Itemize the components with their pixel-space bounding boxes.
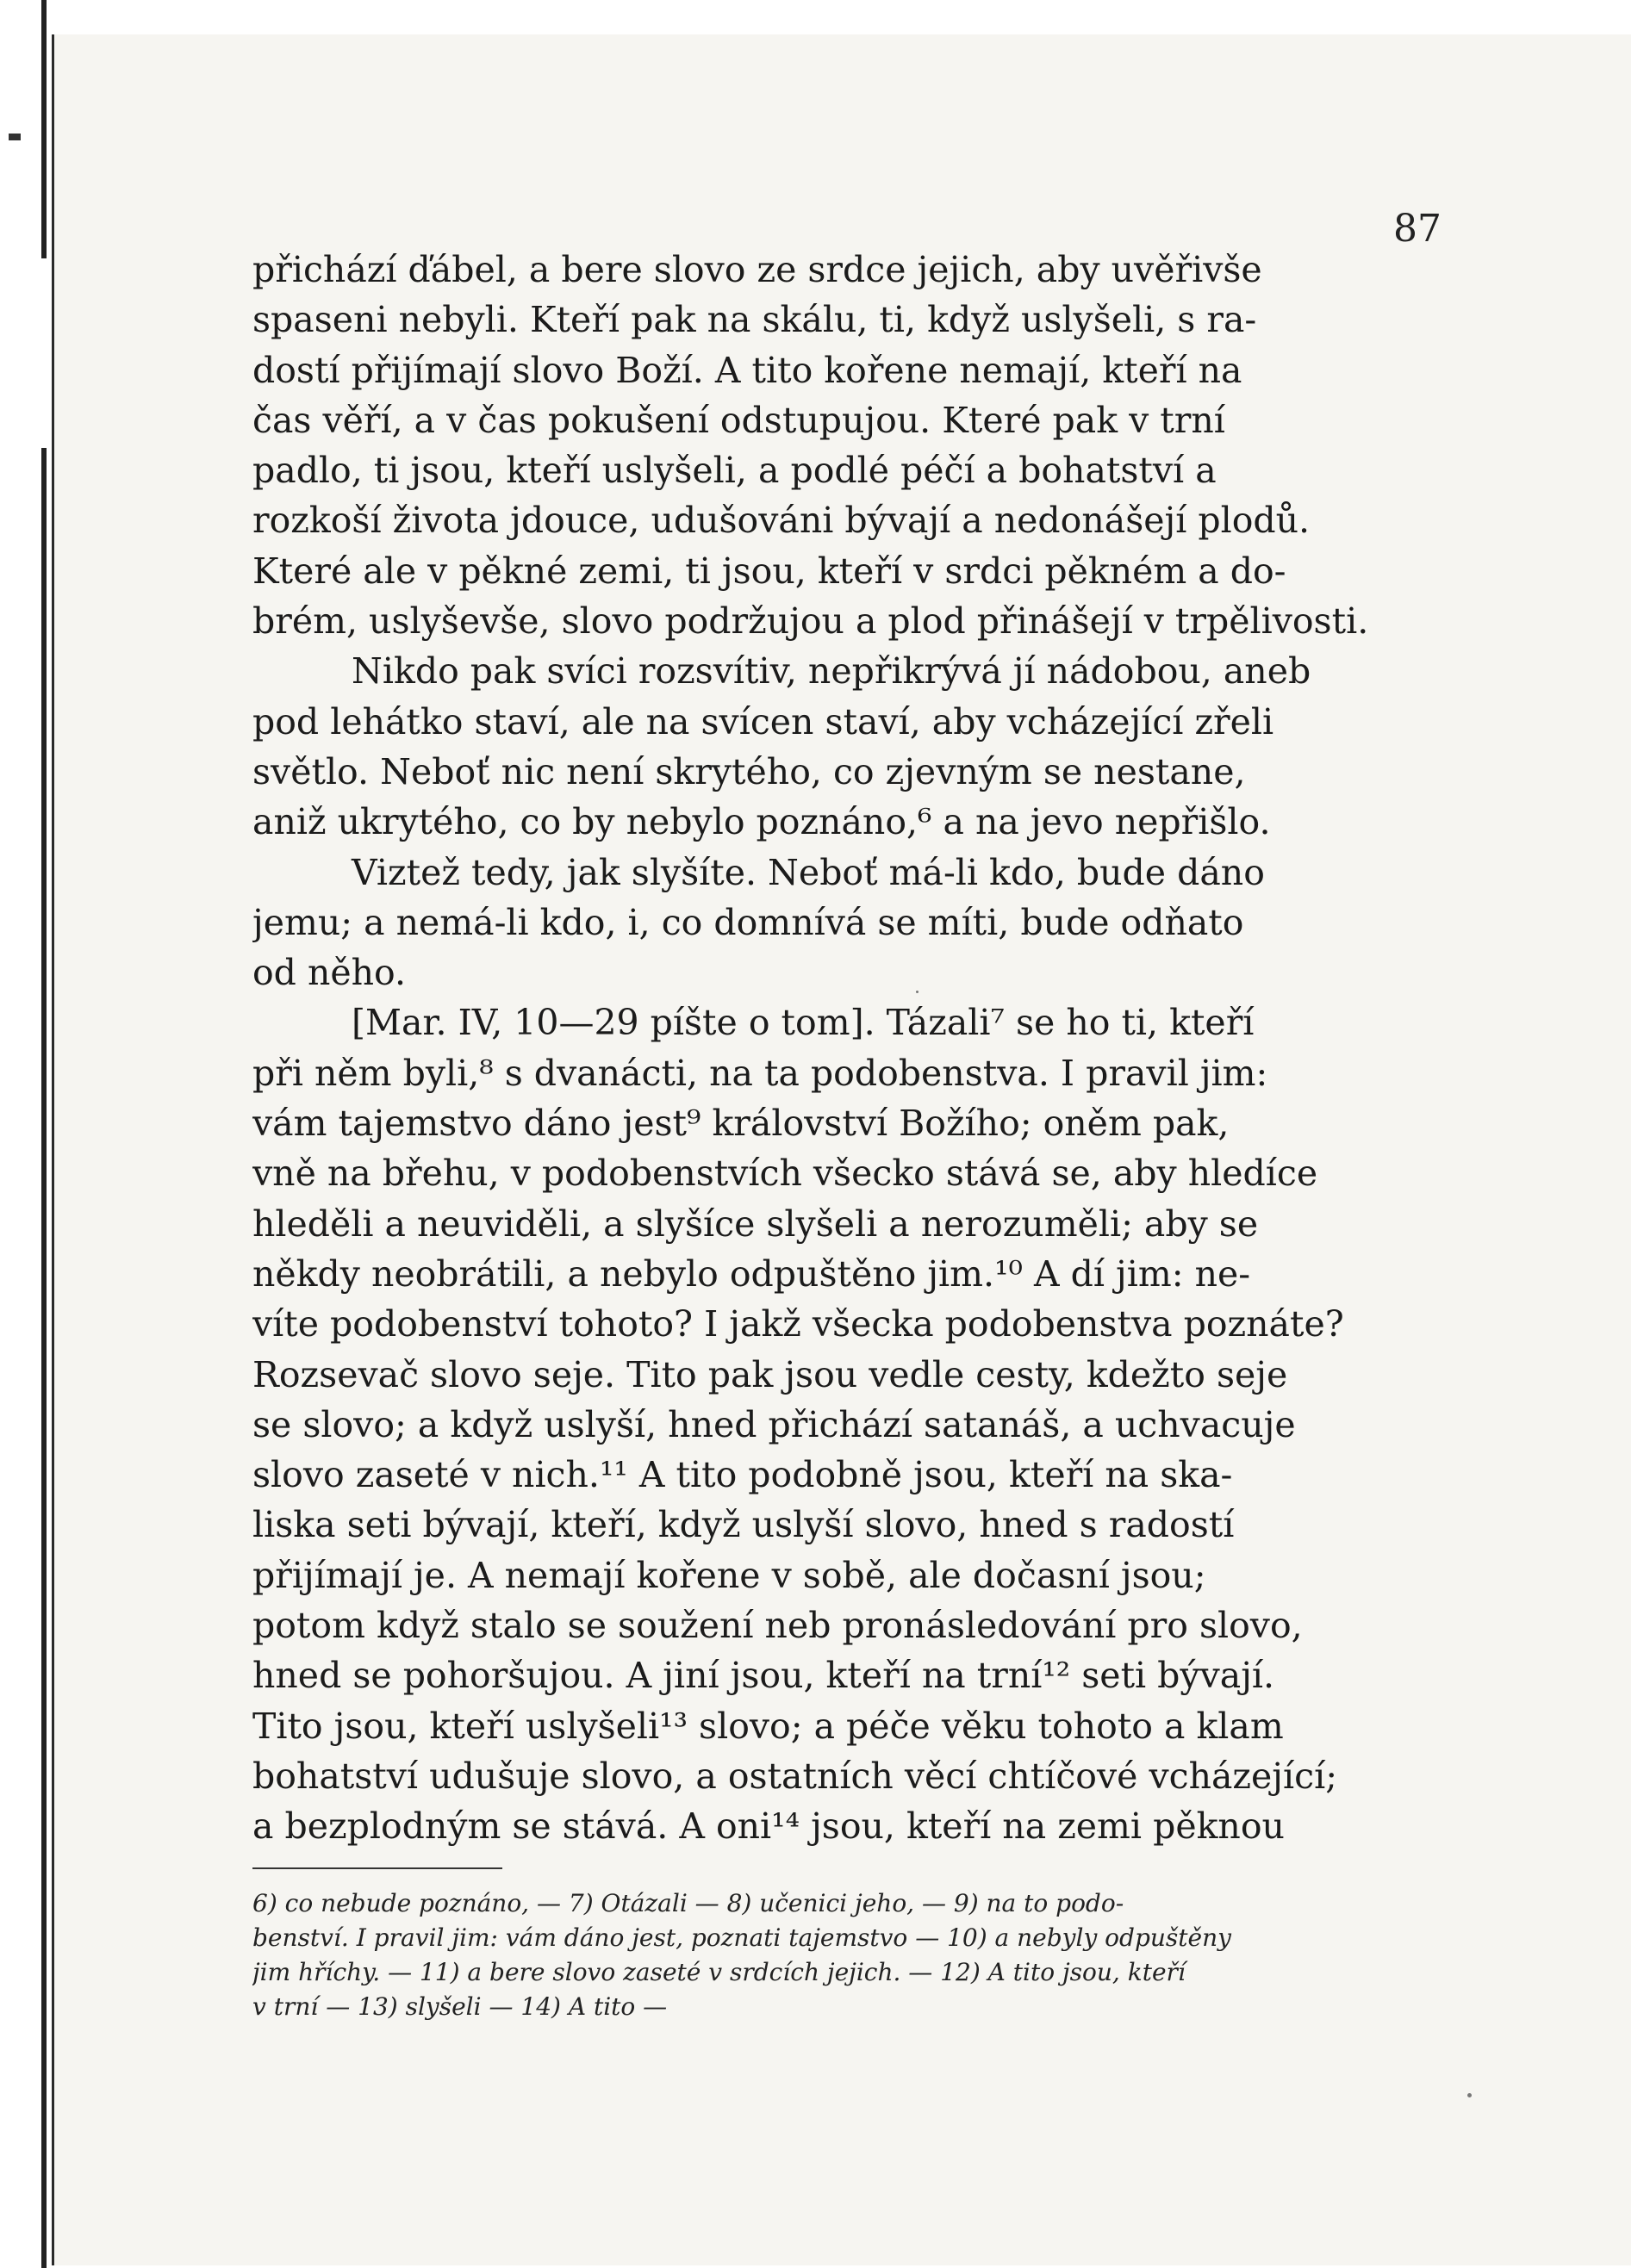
- text-line: bohatství udušuje slovo, a ostatních věcí chtíčové vcházející;: [252, 1755, 1338, 1797]
- book-page: [52, 34, 1631, 2265]
- footnotes: [252, 1886, 1459, 2024]
- gutter-mark: [9, 134, 21, 140]
- text-line: hned se pohoršujou. A jiní jsou, kteří na trní¹² seti bývají.: [252, 1655, 1275, 1697]
- text-line: od něho.: [252, 952, 407, 994]
- footnote-line: v trní — 13) slyšeli — 14) A tito —: [252, 1992, 668, 2021]
- text-line: světlo. Neboť nic není skrytého, co zjevným se nestane,: [252, 750, 1246, 792]
- text-line: někdy neobrátili, a nebylo odpuštěno jim.¹⁰ A dí jim: ne-: [252, 1252, 1251, 1295]
- text-line: spaseni nebyli. Kteří pak na skálu, ti, když uslyšeli, s ra-: [252, 299, 1257, 341]
- gutter-rule: [41, 0, 47, 258]
- text-line: a bezplodným se stává. A oni¹⁴ jsou, kteří na zemi pěknou: [252, 1805, 1285, 1848]
- footnote-separator: [252, 1867, 502, 1869]
- text-line: slovo zaseté v nich.¹¹ A tito podobně jsou, kteří na ska-: [252, 1454, 1233, 1496]
- text-line: přichází ďábel, a bere slovo ze srdce jejich, aby uvěřivše: [252, 249, 1262, 290]
- text-line: rozkoší života jdouce, udušováni bývají a nedonášejí plodů.: [252, 500, 1311, 542]
- text-line: vně na břehu, v podobenstvích všecko stává se, aby hledíce: [252, 1153, 1318, 1195]
- text-line: hleděli a neuviděli, a slyšíce slyšeli a nerozuměli; aby se: [252, 1202, 1259, 1245]
- text-line: Tito jsou, kteří uslyšeli¹³ slovo; a péče věku tohoto a klam: [252, 1705, 1284, 1747]
- text-line: Které ale v pěkné zemi, ti jsou, kteří v srdci pěkném a do-: [252, 550, 1286, 592]
- footnote-line: benství. I pravil jim: vám dáno jest, poznati tajemstvo — 10) a nebyly odpuštěny: [252, 1923, 1231, 1952]
- text-line: brém, uslyševše, slovo podržujou a plod přinášejí v trpělivosti.: [252, 600, 1369, 643]
- footnote-line: jim hříchy. — 11) a bere slovo zaseté v srdcích jejich. — 12) A tito jsou, kteří: [252, 1958, 1186, 1986]
- text-line: Viztež tedy, jak slyšíte. Neboť má-li kdo, bude dáno: [352, 851, 1265, 893]
- text-line: pod lehátko staví, ale na svícen staví, aby vcházející zřeli: [252, 700, 1274, 743]
- text-line: liska seti bývají, kteří, když uslyší slovo, hned s radostí: [252, 1504, 1235, 1546]
- text-line: Nikdo pak svíci rozsvítiv, nepřikrývá jí nádobou, aneb: [352, 650, 1311, 693]
- text-line: potom když stalo se soužení neb pronásledování pro slovo,: [252, 1605, 1303, 1647]
- gutter-rule: [41, 448, 47, 2268]
- text-line: čas věří, a v čas pokušení odstupujou. Které pak v trní: [252, 399, 1225, 441]
- text-line: vám tajemstvo dáno jest⁹ království Božího; oněm pak,: [252, 1103, 1230, 1145]
- text-line: při něm byli,⁸ s dvanácti, na ta podobenstva. I pravil jim:: [252, 1052, 1268, 1094]
- text-line: se slovo; a když uslyší, hned přichází satanáš, a uchvacuje: [252, 1403, 1296, 1445]
- paper-speck: [916, 991, 919, 993]
- paper-speck: [1467, 2093, 1472, 2097]
- text-line: přijímají je. A nemají kořene v sobě, ale dočasní jsou;: [252, 1554, 1206, 1596]
- text-line: aniž ukrytého, co by nebylo poznáno,⁶ a na jevo nepřišlo.: [252, 801, 1271, 843]
- footnote-line: 6) co nebude poznáno, — 7) Otázali — 8) učenici jeho, — 9) na to podo-: [252, 1889, 1124, 1917]
- text-line: Rozsevač slovo seje. Tito pak jsou vedle cesty, kdežto seje: [252, 1353, 1288, 1395]
- text-line: víte podobenství tohoto? I jakž všecka podobenstva poznáte?: [252, 1303, 1344, 1345]
- page-number: 87: [1393, 207, 1442, 251]
- text-line: padlo, ti jsou, kteří uslyšeli, a podlé péčí a bohatství a: [252, 450, 1217, 492]
- page-gutter: [0, 0, 52, 2268]
- body-text: [252, 245, 1459, 1852]
- text-line: jemu; a nemá-li kdo, i, co domnívá se míti, bude odňato: [252, 901, 1244, 943]
- text-line: dostí přijímají slovo Boží. A tito kořene nemají, kteří na: [252, 349, 1242, 391]
- text-line: [Mar. IV, 10—29 píšte o tom]. Tázali⁷ se ho ti, kteří: [352, 1002, 1255, 1044]
